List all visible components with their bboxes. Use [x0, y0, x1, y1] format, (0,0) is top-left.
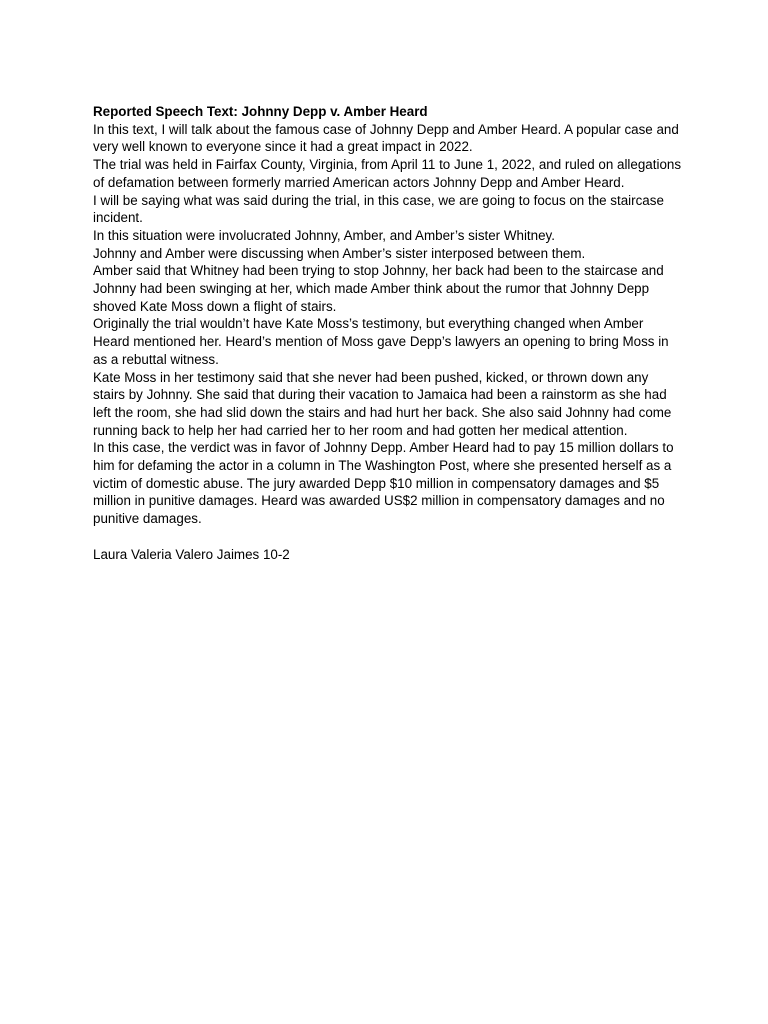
document-body [93, 103, 683, 563]
paragraph-kate-moss-witness: Originally the trial wouldn’t have Kate Moss’s testimony, but everything changed when Amber Heard mentioned her. Heard’s mention of Moss gave Depp’s lawyers an opening to bring Moss in as a rebuttal witness. [93, 316, 669, 367]
signature: Laura Valeria Valero Jaimes 10-2 [93, 546, 290, 562]
paragraph-amber-statement: Amber said that Whitney had been trying to stop Johnny, her back had been to the staircase and Johnny had been swinging at her, which made Amber think about the rumor that Johnny Depp shoved Kate Moss down a flight of stairs. [93, 263, 664, 314]
document-title: Reported Speech Text: Johnny Depp v. Amber Heard [93, 104, 428, 119]
paragraph-discussion: Johnny and Amber were discussing when Amber’s sister interposed between them. [93, 245, 586, 261]
paragraph-involved: In this situation were involucrated Johnny, Amber, and Amber’s sister Whitney. [93, 227, 555, 243]
blank-line [93, 528, 683, 546]
paragraph-intro: In this text, I will talk about the famous case of Johnny Depp and Amber Heard. A popular case and very well known to everyone since it had a great impact in 2022. [93, 121, 679, 155]
paragraph-trial-location: The trial was held in Fairfax County, Virginia, from April 11 to June 1, 2022, and ruled on allegations of defamation between formerly married American actors Johnny Depp and Amber Heard. [93, 157, 682, 190]
paragraph-kate-moss-testimony: Kate Moss in her testimony said that she never had been pushed, kicked, or thrown down any stairs by Johnny. She said that during their vacation to Jamaica had been a rainstorm as she had left the room, she had slid down the stairs and had hurt her back. She also said Johnny had come running back to help her had carried her to her room and had gotten her medical attention. [93, 369, 672, 438]
paragraph-verdict: In this case, the verdict was in favor of Johnny Depp. Amber Heard had to pay 15 million dollars to him for defaming the actor in a column in The Washington Post, where she presented herself as a victim of domestic abuse. The jury awarded Depp $10 million in compensatory damages and $5 million in punitive damages. Heard was awarded US$2 million in compensatory damages and no punitive damages. [93, 440, 674, 527]
paragraph-focus: I will be saying what was said during the trial, in this case, we are going to focus on the staircase incident. [93, 192, 664, 226]
